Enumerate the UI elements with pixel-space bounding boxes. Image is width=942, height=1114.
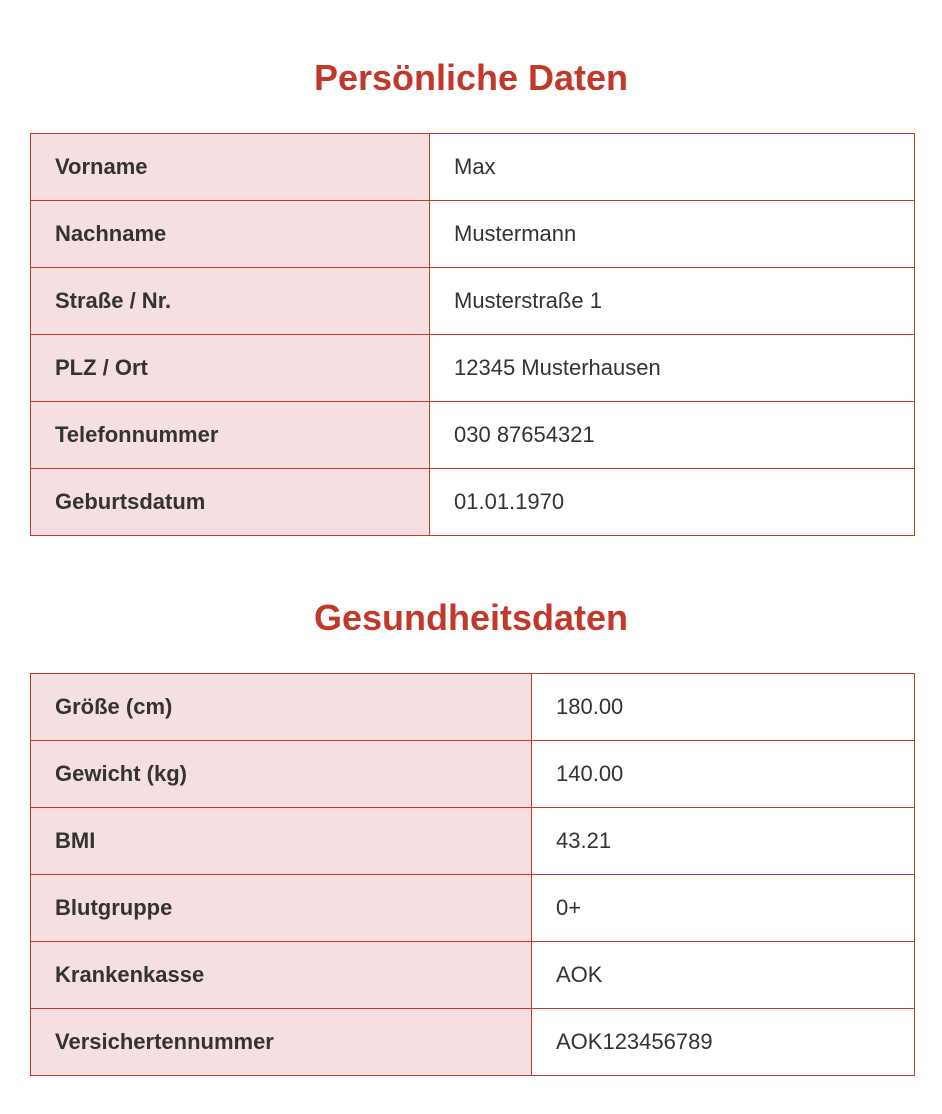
row-label: Geburtsdatum bbox=[31, 469, 430, 536]
table-row-weight bbox=[31, 741, 915, 808]
table-row-height bbox=[31, 674, 915, 741]
row-label: Blutgruppe bbox=[31, 875, 532, 942]
row-value: 0+ bbox=[532, 875, 915, 942]
row-label: Größe (cm) bbox=[31, 674, 532, 741]
row-value: Max bbox=[430, 134, 915, 201]
personal-data-table bbox=[30, 133, 915, 536]
row-label: Telefonnummer bbox=[31, 402, 430, 469]
row-label: Nachname bbox=[31, 201, 430, 268]
row-label: Gewicht (kg) bbox=[31, 741, 532, 808]
table-row-zip-city bbox=[31, 335, 915, 402]
table-row-insurance bbox=[31, 942, 915, 1009]
row-value: 43.21 bbox=[532, 808, 915, 875]
row-label: Vorname bbox=[31, 134, 430, 201]
table-row-first-name bbox=[31, 134, 915, 201]
row-value: Musterstraße 1 bbox=[430, 268, 915, 335]
table-row-street bbox=[31, 268, 915, 335]
row-value: 180.00 bbox=[532, 674, 915, 741]
table-row-birthdate bbox=[31, 469, 915, 536]
row-value: 140.00 bbox=[532, 741, 915, 808]
row-label: BMI bbox=[31, 808, 532, 875]
row-label: Straße / Nr. bbox=[31, 268, 430, 335]
table-row-last-name bbox=[31, 201, 915, 268]
row-value: AOK123456789 bbox=[532, 1009, 915, 1076]
table-row-phone bbox=[31, 402, 915, 469]
section-title-health-data: Gesundheitsdaten bbox=[313, 597, 629, 638]
table-row-insurance-number bbox=[31, 1009, 915, 1076]
table-row-bmi bbox=[31, 808, 915, 875]
section-title-personal-data: Persönliche Daten bbox=[313, 57, 629, 98]
row-value: 01.01.1970 bbox=[430, 469, 915, 536]
health-data-table bbox=[30, 673, 915, 1076]
table-row-blood-type bbox=[31, 875, 915, 942]
row-label: Krankenkasse bbox=[31, 942, 532, 1009]
row-label: Versichertennummer bbox=[31, 1009, 532, 1076]
row-value: 12345 Musterhausen bbox=[430, 335, 915, 402]
row-value: AOK bbox=[532, 942, 915, 1009]
row-label: PLZ / Ort bbox=[31, 335, 430, 402]
row-value: 030 87654321 bbox=[430, 402, 915, 469]
row-value: Mustermann bbox=[430, 201, 915, 268]
